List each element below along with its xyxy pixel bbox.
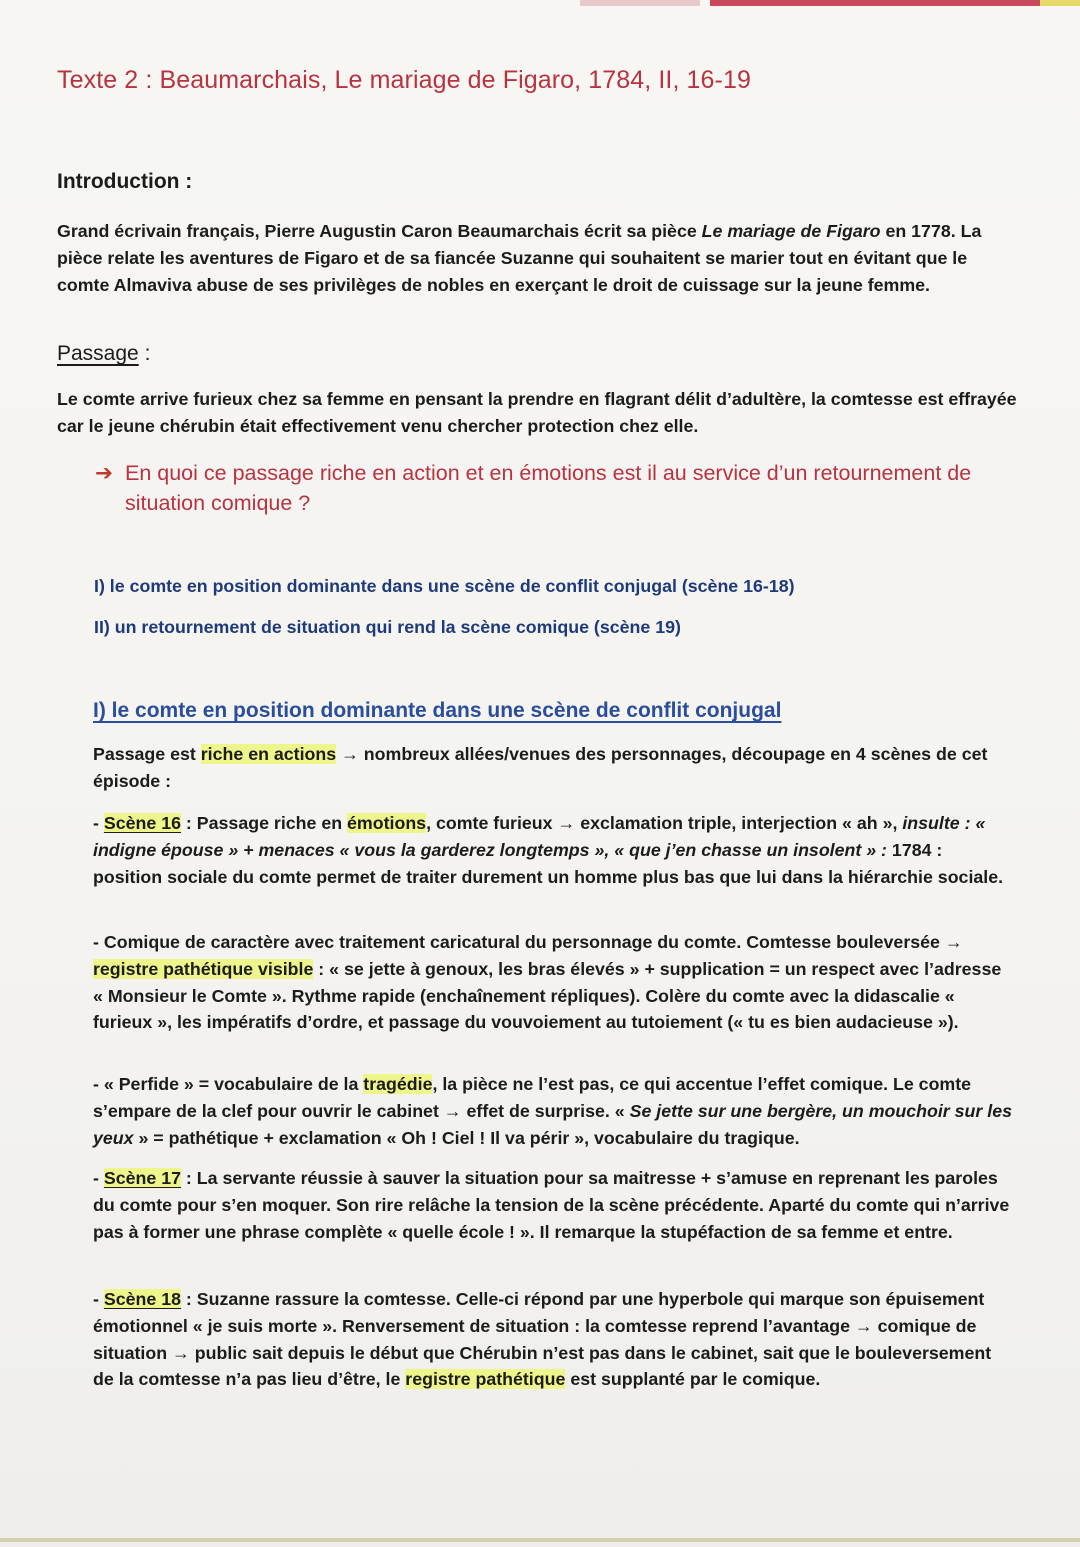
work-title: Le mariage de Figaro [701, 221, 881, 241]
arrow-right-icon: ➔ [95, 461, 114, 485]
passage-heading: Passage : [57, 342, 151, 365]
paragraph-actions: Passage est riche en actions → nombreux allées/venues des personnages, découpage en 4 scènes de cet épisode : [93, 744, 988, 791]
plan-part-2: II) un retournement de situation qui rend la scène comique (scène 19) [94, 617, 681, 637]
section-1-title: I) le comte en position dominante dans une scène de conflit conjugal [93, 699, 782, 722]
page-title: Texte 2 : Beaumarchais, Le mariage de Figaro, 1784, II, 16-19 [57, 66, 751, 94]
paragraph-scene-18: - Scène 18 : Suzanne rassure la comtesse. Celle-ci répond par une hyperbole qui marque son épuisement émotionnel « je suis morte ». Renversement de situation : la comtesse reprend l’avantage → comique de situation → public sait depuis le début que Chérubin n’est pas dans le cabinet, sait que le bouleversement de la comtesse n’a pas lieu d’être, le registre pathétique est supplanté par le comique. [93, 1289, 992, 1390]
paragraph-scene-17: - Scène 17 : La servante réussie à sauver la situation pour sa maitresse + s’amuse en reprenant les paroles du comte pour s’en moquer. Son rire relâche la tension de la scène précédente. Aparté du comte qui n’arrive pas à former une phrase complète « quelle école ! ». Il remarque la stupéfaction de sa femme et entre. [93, 1168, 1010, 1242]
page-edge-strip [0, 1538, 1080, 1542]
plan-part-1: I) le comte en position dominante dans une scène de conflit conjugal (scène 16-18) [94, 576, 795, 596]
paragraph-scene-16: - Scène 16 : Passage riche en émotions, comte furieux → exclamation triple, interjection « ah », insulte : « indigne épouse » + menaces « vous la garderez longtemps », « que j’en chasse un insolent » : 1784 : position sociale du comte permet de traiter durement un homme plus bas que lui dans la hiérarchie sociale. [93, 813, 1004, 887]
page-edge-strip [1040, 0, 1080, 6]
paragraph-perfide: - « Perfide » = vocabulaire de la tragédie, la pièce ne l’est pas, ce qui accentue l’effet comique. Le comte s’empare de la clef pour ouvrir le cabinet → effet de surprise. « Se jette sur une bergère, un mouchoir sur les yeux » = pathétique + exclamation « Oh ! Ciel ! Il va périr », vocabulaire du tragique. [93, 1074, 1012, 1148]
scene-label: Scène 17 [103, 1168, 181, 1188]
problematique [95, 458, 1025, 518]
paragraph-comique-caractere: - Comique de caractère avec traitement caricatural du personnage du comte. Comtesse bouleversée → registre pathétique visible : « se jette à genoux, les bras élevés » + supplication = un respect avec l’adresse « Monsieur le Comte ». Rythme rapide (enchaînement répliques). Colère du comte avec la didascalie « furieux », les impératifs d’ordre, et passage du vouvoiement au tutoiement (« tu es bien audacieuse »). [93, 932, 1002, 1033]
page-edge-strip [580, 0, 700, 6]
passage-text: Le comte arrive furieux chez sa femme en pensant la prendre en flagrant délit d’adultère, la comtesse est effrayée car le jeune chérubin était effectivement venu chercher protection chez elle. [57, 389, 1017, 436]
scene-label: Scène 18 [103, 1289, 181, 1309]
scene-label: Scène 16 [103, 813, 181, 833]
introduction-heading: Introduction : [57, 170, 193, 193]
page-edge-strip [710, 0, 1040, 6]
introduction-text: Grand écrivain français, Pierre Augustin Caron Beaumarchais écrit sa pièce Le mariage de Figaro en 1778. La pièce relate les aventures de Figaro et de sa fiancée Suzanne qui souhaitent se marier tout en évitant que le comte Almaviva abuse de ses privilèges de nobles en exerçant le droit de cuissage sur la jeune femme. [57, 221, 982, 295]
problematique-text: En quoi ce passage riche en action et en émotions est il au service d’un retournement de situation comique ? [125, 461, 972, 515]
